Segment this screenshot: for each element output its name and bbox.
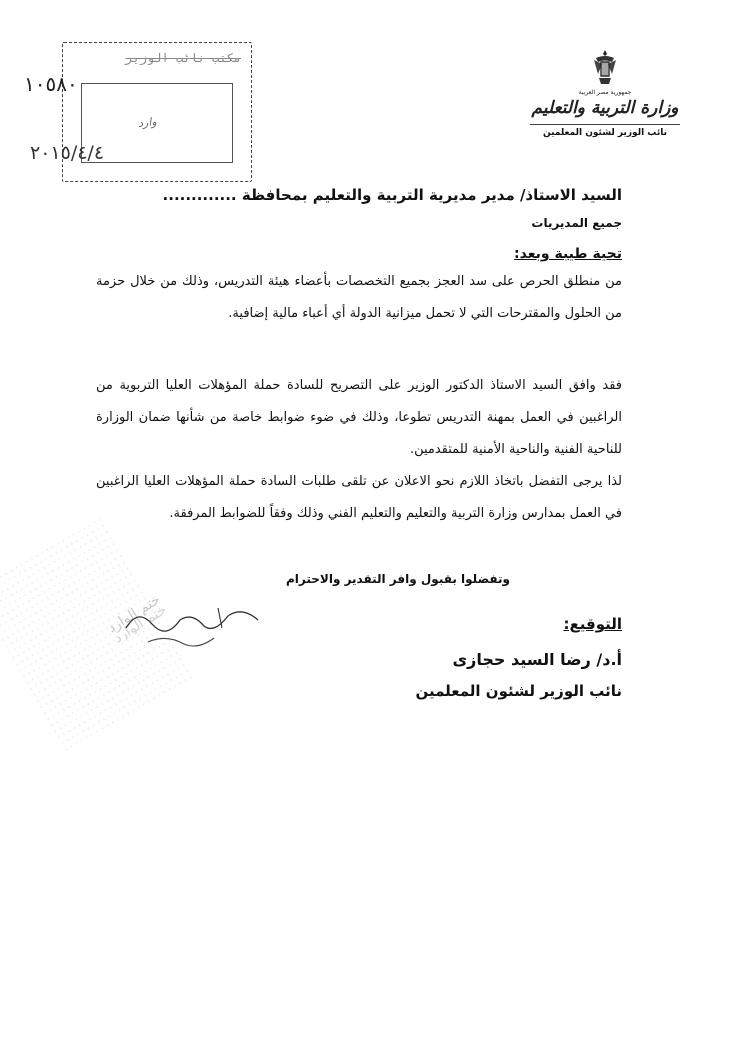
paragraph-1: من منطلق الحرص على سد العجز بجميع التخصصات بأعضاء هيئة التدريس، وذلك من خلال حزمة من الحلول والمقترحات التي لا تحمل ميزانية الدولة أي أعباء مالية إضافية. [96, 274, 622, 321]
addressee: السيد الاستاذ/ مدير مديرية التربية والتعليم بمحافظة ............. [162, 186, 622, 204]
eagle-emblem-icon [592, 48, 618, 88]
closing: وتفضلوا بقبول وافر التقدير والاحترام [285, 572, 510, 586]
stamp-handwriting: وارد [137, 115, 158, 130]
paragraph-3: لذا يرجى التفضل باتخاذ اللازم نحو الاعلان عن تلقى طلبات السادة حملة المؤهلات العليا الراغبين في العمل بمدارس وزارة التربية والتعليم والتعليم الفني وذلك وفقاً للضوابط المرفقة. [96, 474, 622, 521]
ministry-name: وزارة التربية والتعليم [531, 98, 679, 118]
country-name: جمهورية مصر العربية [578, 89, 632, 96]
stamp-number: ١٠٥٨٠ [24, 72, 78, 96]
watermark-stamp: ختم الوارد [104, 591, 164, 637]
signature-label: التوقيع: [563, 615, 622, 633]
paragraph-2: فقد وافق السيد الاستاذ الدكتور الوزير على التصريح للسادة حملة المؤهلات العليا التربوية من الراغبين في العمل بمهنة التدريس تطوعا، وذلك في ضوء ضوابط خاصة من شأنها ضمان الوزارة للناحية الفنية والناحية الأمنية للمتقدمين. [96, 378, 622, 457]
handwritten-signature [118, 598, 268, 654]
greeting: تحية طيبة وبعد: [514, 246, 622, 262]
stamp-date: ٢٠١٥/٤/٤ [30, 142, 105, 164]
addressee-sub: جميع المديريات [531, 216, 622, 230]
signature-name: أ.د/ رضا السيد حجازى [452, 650, 622, 669]
signature-title: نائب الوزير لشئون المعلمين [415, 682, 622, 700]
deputy-office: نائب الوزير لشئون المعلمين [530, 124, 680, 138]
stamp-header: مكتب نائب الوزير [125, 51, 241, 65]
letterhead [530, 48, 680, 138]
